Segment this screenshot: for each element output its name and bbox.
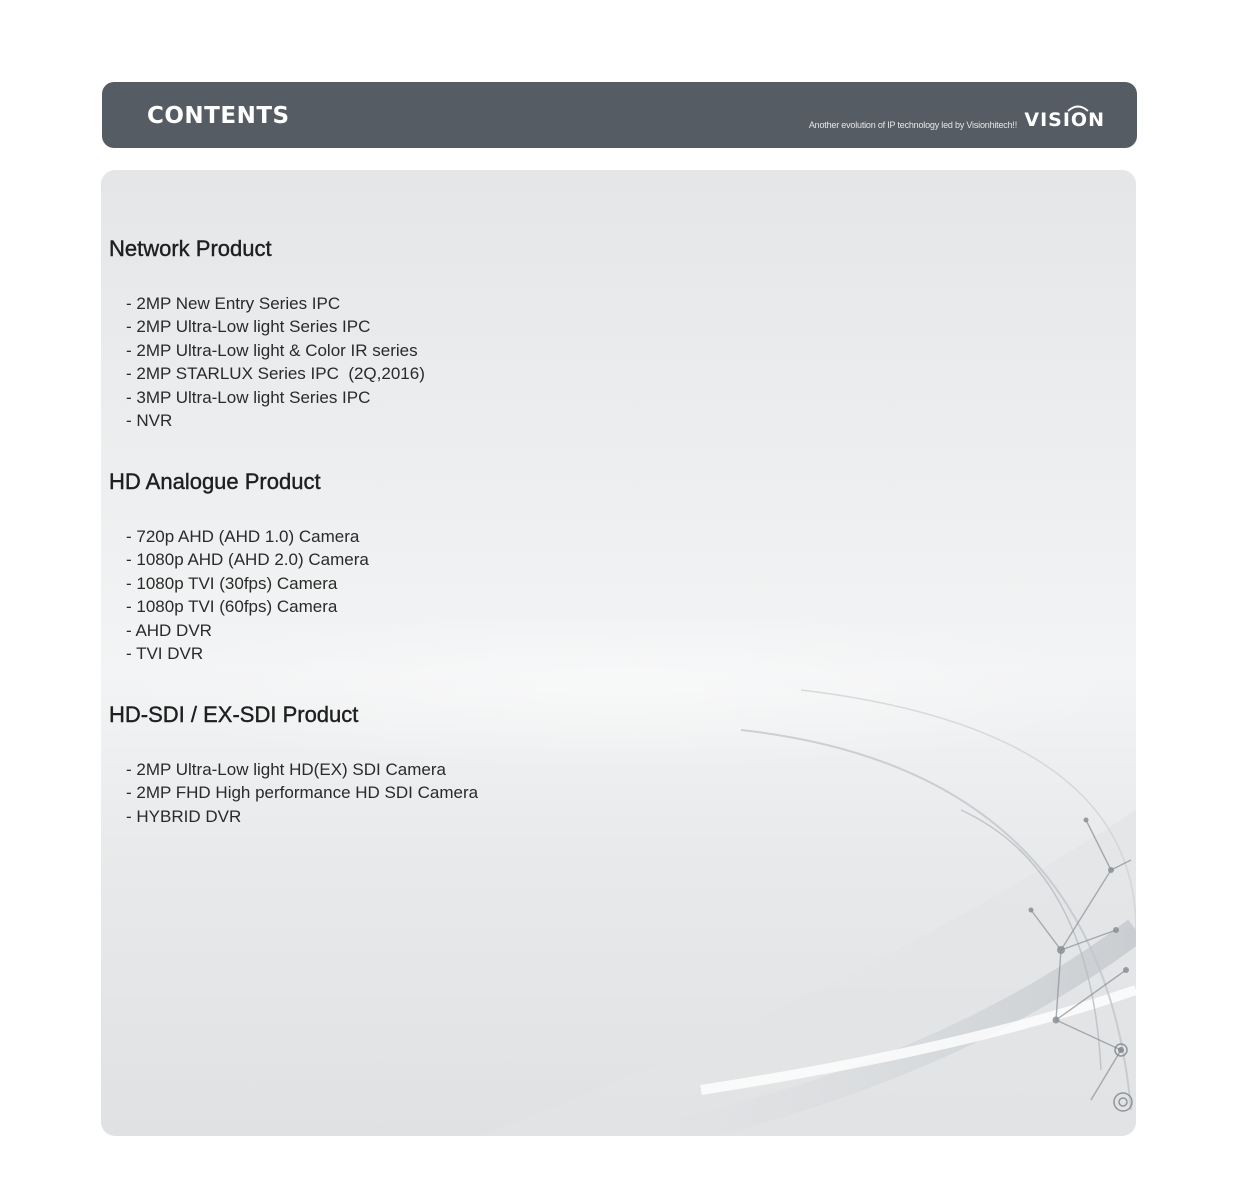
section-heading: HD-SDI / EX-SDI Product [109,702,359,727]
section-hd-analogue-product [109,469,369,665]
list-item: - 720p AHD (AHD 1.0) Camera [126,527,360,546]
list-item: - 3MP Ultra-Low light Series IPC [126,387,371,407]
list-item: - 2MP STARLUX Series IPC (2Q,2016) [126,364,425,384]
product-list [109,292,425,432]
list-item: - NVR [126,411,173,431]
section-heading: HD Analogue Product [109,469,321,494]
list-item: - 2MP New Entry Series IPC [126,294,341,313]
list-item: - HYBRID DVR [126,806,242,826]
list-item: - 1080p TVI (30fps) Camera [126,573,338,593]
list-item: - TVI DVR [126,644,204,664]
brand-logo: VISION [1024,109,1105,131]
list-item: - 1080p TVI (60fps) Camera [126,597,338,617]
list-item: - 2MP Ultra-Low light & Color IR series [126,340,418,360]
contents-header-bar [102,82,1137,148]
product-list [109,525,369,665]
list-item: - AHD DVR [126,620,212,640]
list-item: - 1080p AHD (AHD 2.0) Camera [126,550,369,570]
list-item: - 2MP Ultra-Low light Series IPC [126,317,371,337]
page-title: CONTENTS [147,103,290,129]
section-network-product [109,236,425,432]
section-hd-sdi-ex-sdi-product [109,702,478,828]
section-heading: Network Product [109,236,272,261]
list-item: - 2MP Ultra-Low light HD(EX) SDI Camera [126,760,446,779]
list-item: - 2MP FHD High performance HD SDI Camera [126,783,479,803]
brand-tagline: Another evolution of IP technology led by Visionhitech!! [808,120,1017,130]
product-list [109,758,478,828]
